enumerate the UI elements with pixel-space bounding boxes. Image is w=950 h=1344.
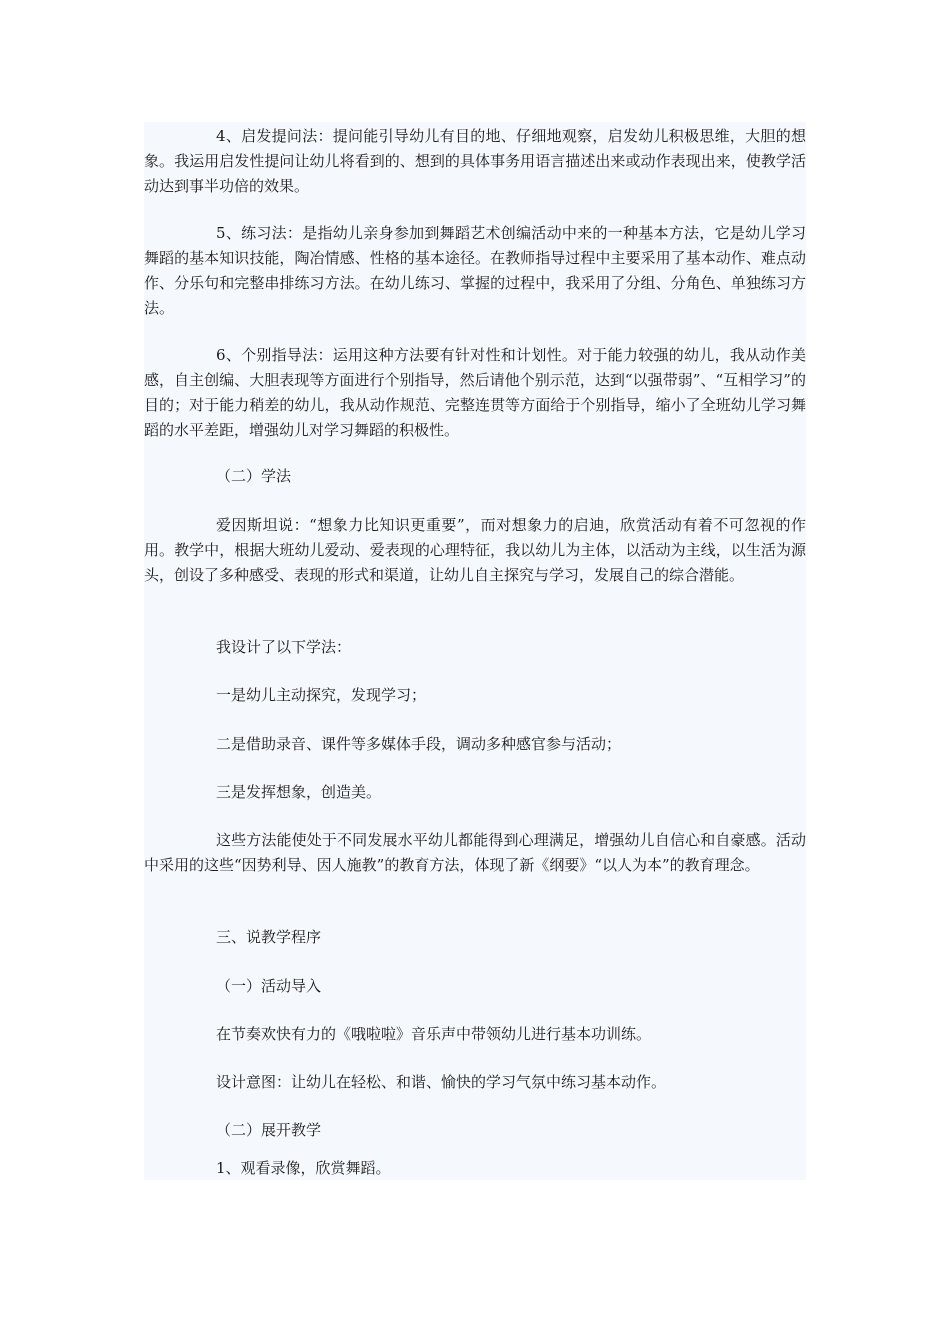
heading-activity-intro: （一）活动导入 <box>216 977 322 995</box>
heading-learning-methods: （二）学法 <box>216 467 292 485</box>
paragraph-method-6: 6、个别指导法：运用这种方法要有针对性和计划性。对于能力较强的幼儿，我从动作美感，自主创编、大胆表现等方面进行个别指导，然后请他个别示范，达到“以强带弱”、“互相学习”的目的；对于能力稍差的幼儿，我从动作规范、完整连贯等方面给于个别指导，缩小了全班幼儿学习舞蹈的水平差距，增强幼儿对学习舞蹈的积极性。 <box>144 346 806 439</box>
paragraph-methods-summary: 这些方法能使处于不同发展水平幼儿都能得到心理满足，增强幼儿自信心和自豪感。活动中采用的这些“因势利导、因人施教”的教育方法，体现了新《纲要》“以人为本”的教育理念。 <box>144 831 806 874</box>
document-body <box>144 122 806 1180</box>
list-item-1: 一是幼儿主动探究，发现学习； <box>216 686 427 704</box>
heading-teaching-procedure: 三、说教学程序 <box>216 928 322 946</box>
paragraph-design-intent: 设计意图：让幼儿在轻松、和谐、愉快的学习气氛中练习基本动作。 <box>216 1073 667 1091</box>
paragraph-method-5: 5、练习法：是指幼儿亲身参加到舞蹈艺术创编活动中来的一种基本方法，它是幼儿学习舞蹈的基本知识技能，陶冶情感、性格的基本途径。在教师指导过程中主要采用了基本动作、难点动作、分乐句和完整串排练习方法。在幼儿练习、掌握的过程中，我采用了分组、分角色、单独练习方法。 <box>144 224 806 317</box>
heading-teaching-unfold: （二）展开教学 <box>216 1121 322 1139</box>
paragraph-method-4: 4、启发提问法：提问能引导幼儿有目的地、仔细地观察，启发幼儿积极思维，大胆的想象。我运用启发性提问让幼儿将看到的、想到的具体事务用语言描述出来或动作表现出来，使教学活动达到事半功倍的效果。 <box>144 127 806 195</box>
list-item-3: 三是发挥想象，创造美。 <box>216 783 382 801</box>
paragraph-einstein: 爱因斯坦说：“想象力比知识更重要”，而对想象力的启迪，欣赏活动有着不可忽视的作用。教学中，根据大班幼儿爱动、爱表现的心理特征，我以幼儿为主体，以活动为主线，以生活为源头，创设了多种感受、表现的形式和渠道，让幼儿自主探究与学习，发展自己的综合潜能。 <box>144 516 806 584</box>
list-item-2: 二是借助录音、课件等多媒体手段，调动多种感官参与活动； <box>216 735 622 753</box>
paragraph-step-1: 1、观看录像，欣赏舞蹈。 <box>216 1159 391 1177</box>
paragraph-methods-intro: 我设计了以下学法： <box>216 638 352 656</box>
paragraph-warmup: 在节奏欢快有力的《哦啦啦》音乐声中带领幼儿进行基本功训练。 <box>216 1025 652 1043</box>
